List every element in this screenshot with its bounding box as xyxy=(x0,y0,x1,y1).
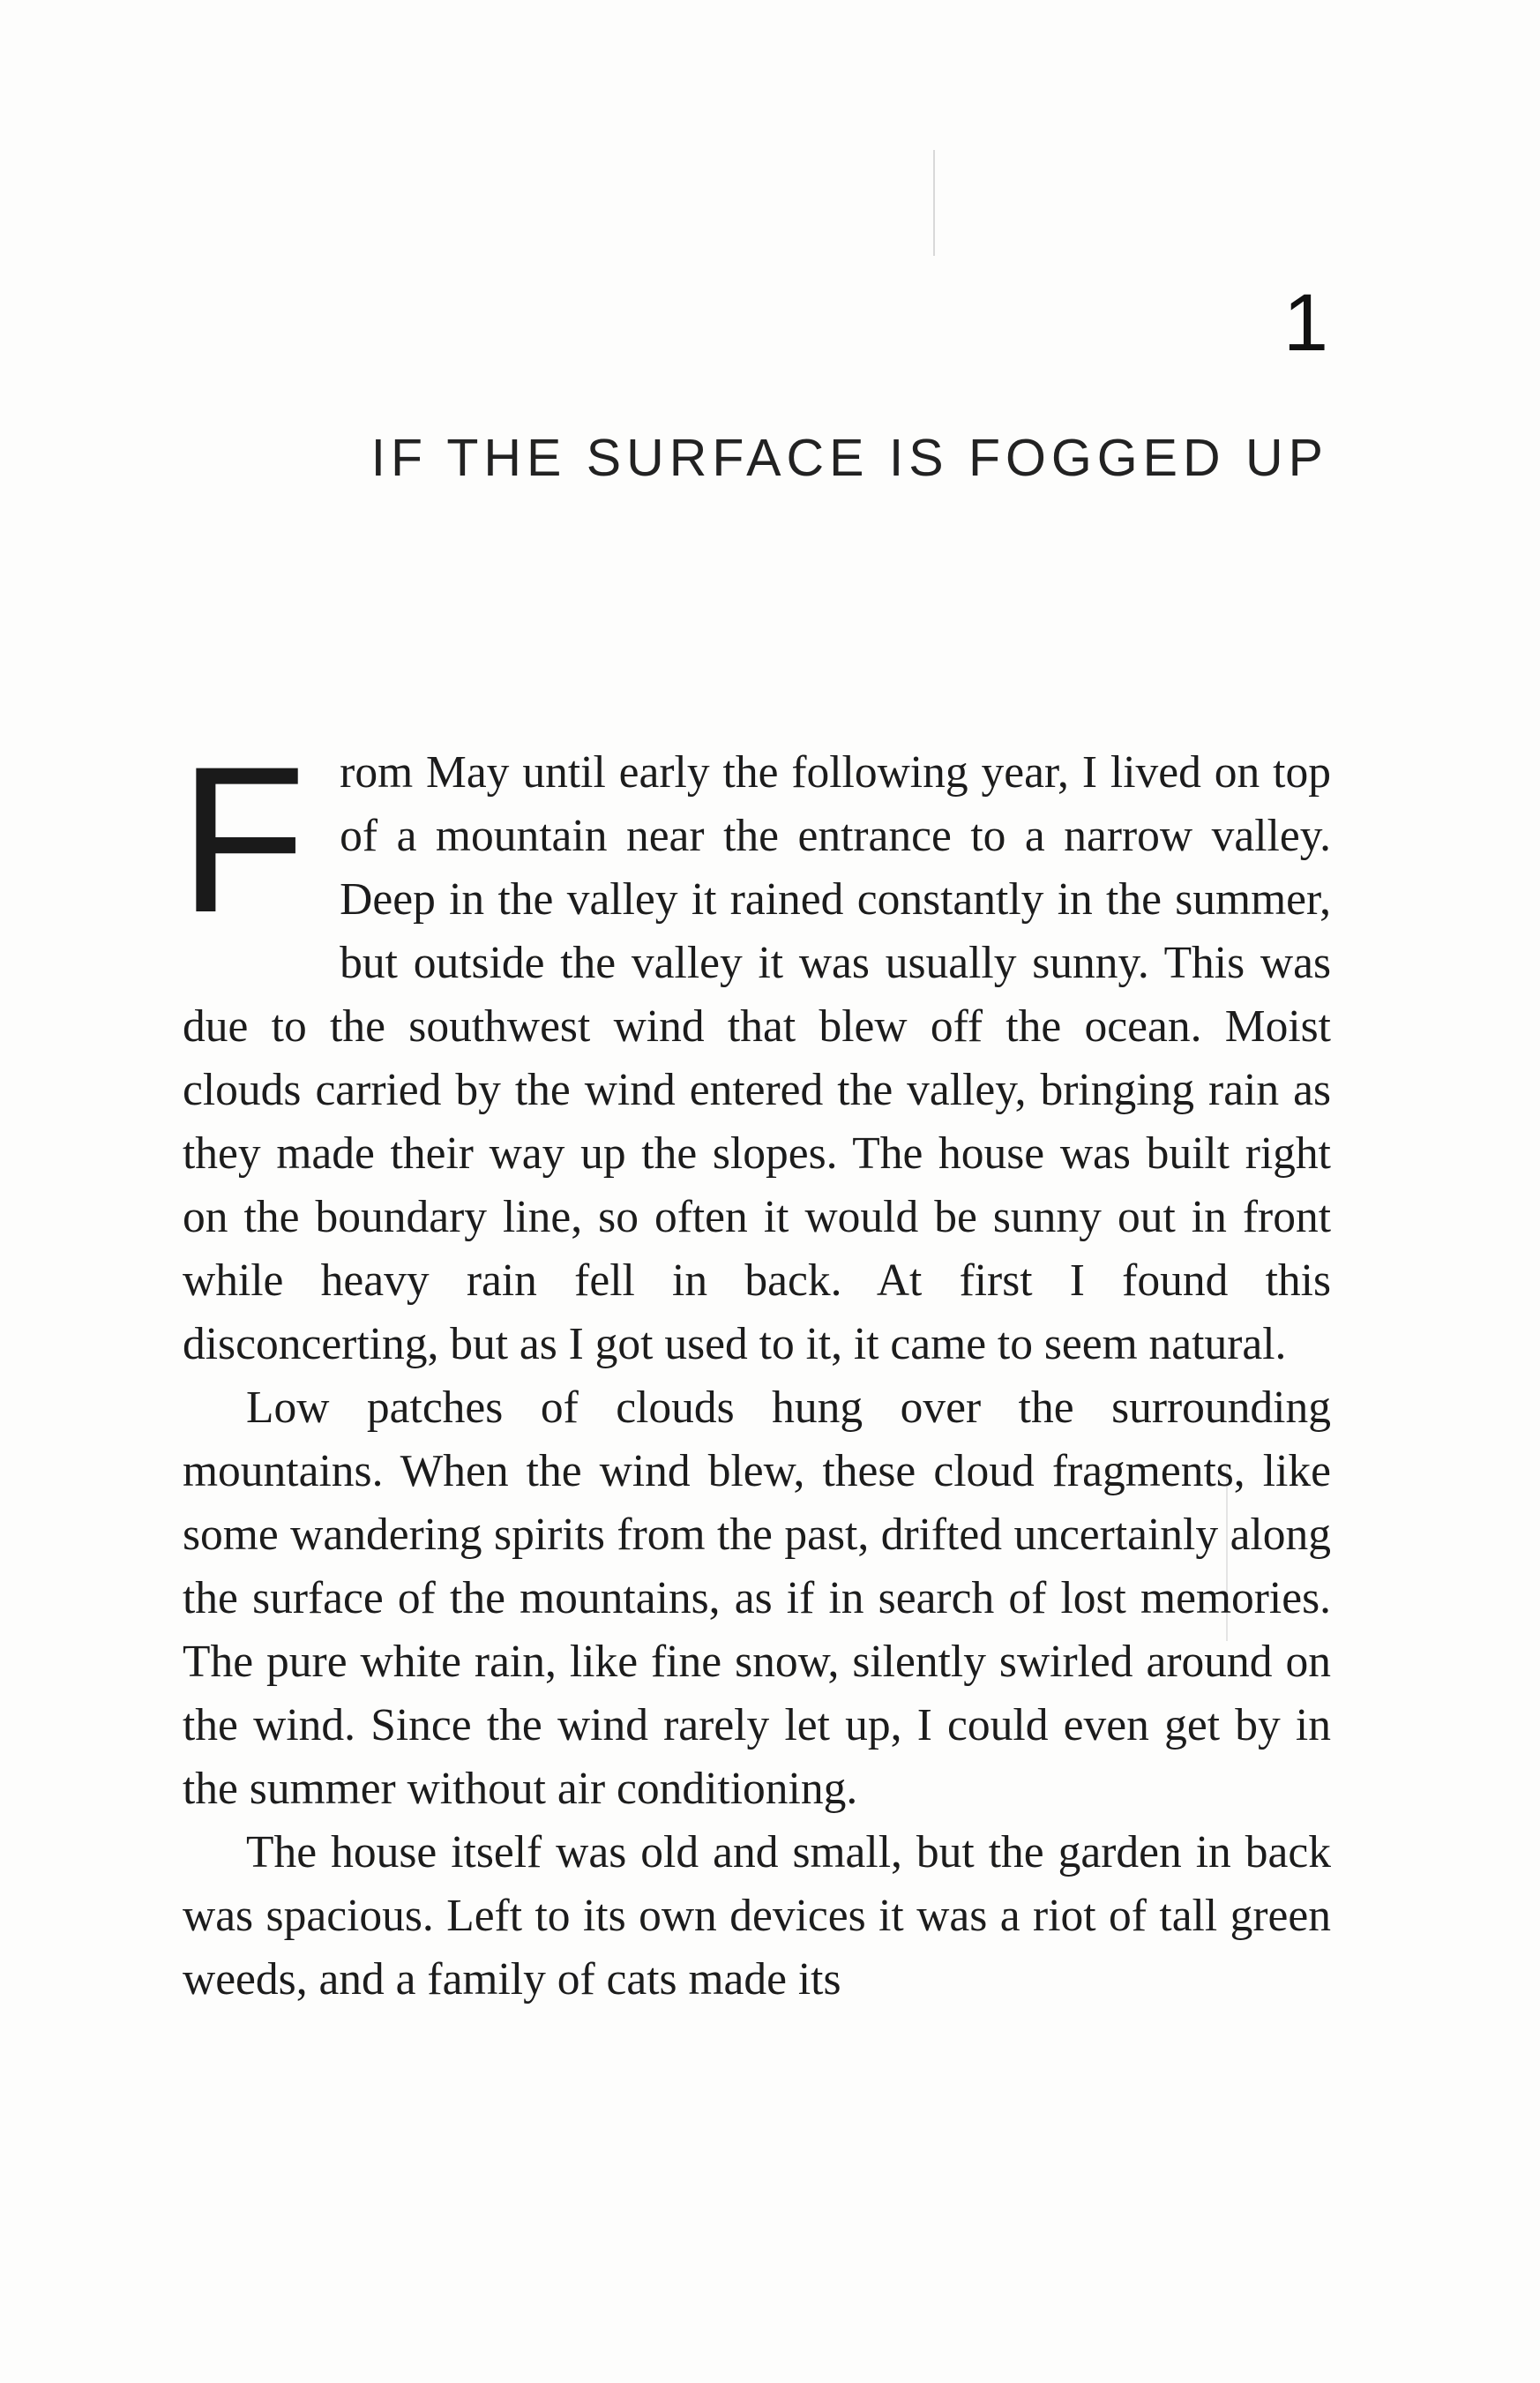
paragraph-1 xyxy=(179,723,1331,1376)
paragraph-1-text: rom May until early the following year, I lived on top of a mountain near the entrance to a narrow valley. Deep in the valley it rained constantly in the summer, but outside the valley it was usually sunny. This was due to the southwest wind that blew off the ocean. Moist clouds carried by the wind entered the valley, bringing rain as they made their way up the slopes. The house was built right on the boundary line, so often it would be sunny out in front while heavy rain fell in back. At first I found this disconcerting, but as I got used to it, it came to seem natural. xyxy=(183,747,1331,1369)
chapter-number: 1 xyxy=(1282,278,1328,368)
chapter-body xyxy=(179,723,1331,2012)
scan-artifact-line xyxy=(933,150,935,256)
chapter-title: IF THE SURFACE IS FOGGED UP xyxy=(370,429,1328,487)
drop-cap: F xyxy=(179,723,307,956)
paragraph-2: Low patches of clouds hung over the surrounding mountains. When the wind blew, these cloud fragments, like some wandering spirits from the past, drifted uncertainly along the surface of the mountains, as if in search of lost memories. The pure white rain, like fine snow, silently swirled around on the wind. Since the wind rarely let up, I could even get by in the summer without air conditioning. xyxy=(183,1383,1331,1814)
paragraph-3: The house itself was old and small, but the garden in back was spacious. Left to its own devices it was a riot of tall green weeds, and a family of cats made its xyxy=(183,1827,1331,2005)
